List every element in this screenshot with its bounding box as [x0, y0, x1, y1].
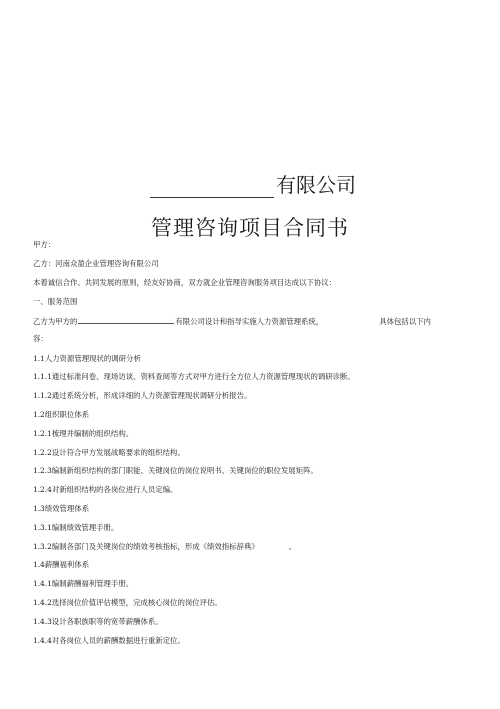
- clause-1-4-1: 1.4.1编制薪酬福利管理手册。: [33, 579, 134, 588]
- company-name-line: [150, 172, 356, 198]
- scope-line: [33, 316, 431, 327]
- clause-1-2-4: 1.2.4对新组织结构的各岗位进行人员定编。: [33, 485, 178, 494]
- tail-mark: 。: [288, 542, 297, 551]
- company-suffix: 有限公司: [276, 173, 356, 197]
- clause-1-3-2-line: [33, 542, 296, 552]
- scope-wrap: 容：: [33, 334, 48, 343]
- clause-1-3: 1.3绩效管理体系: [33, 504, 90, 513]
- company-name-blank: [150, 179, 274, 198]
- clause-1-1: 1.1人力资源管理现状的调研分析: [33, 354, 141, 363]
- clause-1-3-2: 1.3.2编制各部门及关键岗位的绩效考核指标，形成《绩效指标辞典》: [33, 542, 259, 551]
- scope-end: 具体包括以下内: [379, 317, 431, 326]
- clause-1-4-3: 1.4.3设计各职族职等的宽带薪酬体系。: [33, 617, 163, 626]
- scope-prefix: 乙方为甲方的: [33, 317, 78, 326]
- intro-paragraph: 本着诚信合作、共同发展的原则，经友好协商，双方就企业管理咨询服务项目达成以下协议：: [33, 278, 337, 287]
- clause-1-2-1: 1.2.1梳理并编制的组织结构。: [33, 429, 134, 438]
- scope-middle: 有限公司设计和指导实施人力资源管理系统，: [175, 317, 324, 326]
- party-b-line: 乙方：河南众盈企业管理咨询有限公司: [33, 259, 159, 268]
- clause-1-2: 1.2组织职位体系: [33, 410, 90, 419]
- clause-1-3-1: 1.3.1编制绩效管理手册。: [33, 523, 119, 532]
- clause-1-4-2: 1.4.2选择岗位价值评估模型，完成核心岗位的岗位评估。: [33, 598, 222, 607]
- clause-1-2-3: 1.2.3编制新组织结构的部门职能、关键岗位的岗位说明书、关键岗位的职位发展矩阵。: [33, 466, 318, 475]
- clause-1-2-2: 1.2.2设计符合甲方发展战略要求的组织结构。: [33, 448, 185, 457]
- document-title: 管理咨询项目合同书: [151, 216, 349, 240]
- party-a-name-blank: [78, 316, 174, 324]
- section-1-heading: 一、服务范围: [33, 297, 78, 306]
- clause-1-1-2: 1.1.2通过系统分析，形成详细的人力资源管理现状调研分析报告。: [33, 391, 252, 400]
- party-a-line: 甲方：: [33, 240, 56, 249]
- clause-1-4: 1.4薪酬福利体系: [33, 560, 90, 569]
- clause-1-1-1: 1.1.1通过标准问卷、现场访谈、资料查阅等方式对甲方进行全方位人力资源管理现状的调研诊断。: [33, 372, 355, 381]
- clause-1-4-4: 1.4.4对各岗位人员的薪酬数据进行重新定位。: [33, 636, 185, 645]
